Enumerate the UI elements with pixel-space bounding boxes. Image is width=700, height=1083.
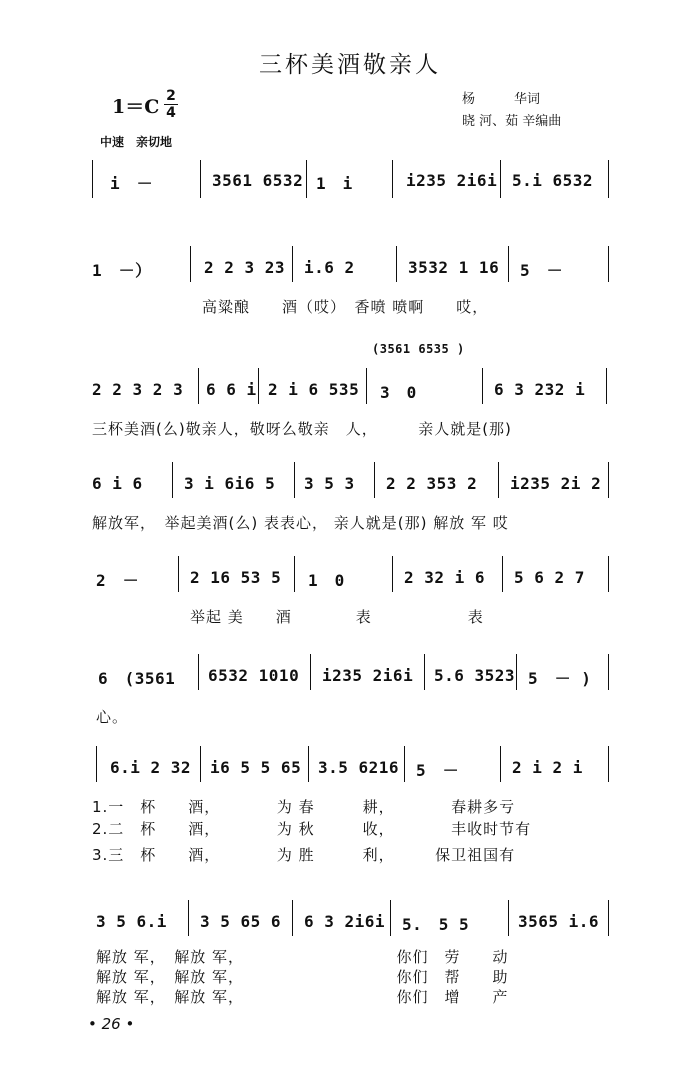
measure: 3 0 [380,383,417,402]
barline [294,556,295,592]
measure: 6 3 2i6i [304,912,386,931]
measure: 6 3 232 i [494,380,586,399]
measure: 2 i 6 535 [268,380,360,399]
barline [500,160,501,198]
verse-3-lyrics: 解放 军， 解放 军， 你们 增 产 [96,988,509,1006]
measure: 2 2 353 2 [386,474,478,493]
barline [502,556,503,592]
barline [390,900,391,936]
measure: 5 － [520,261,564,280]
barline [508,900,509,936]
barline [172,462,173,498]
barline [404,746,405,782]
barline [608,900,609,936]
verse-1-lyrics: 1.一 杯 酒， 为 春 耕， 春耕多亏 [92,798,516,816]
barline [424,654,425,690]
barline [190,246,191,282]
measure: i.6 2 [304,258,355,277]
measure: 2 － [96,571,140,590]
barline [200,160,201,198]
measure: 2 i 2 i [512,758,583,777]
time-signature-bottom: 4 [164,104,178,121]
composer-credit: 晓 河、茹 辛编曲 [462,114,562,129]
lyrics-line: 解放军， 举起美酒(么) 表表心， 亲人就是(那) 解放 军 哎 [92,514,509,532]
measure: 6 i 6 [92,474,143,493]
measure: 2 2 3 23 [204,258,286,277]
barline [292,900,293,936]
barline [292,246,293,282]
repeat-barline [96,746,97,782]
measure: i － [110,174,154,193]
barline [498,462,499,498]
barline [198,654,199,690]
measure: 6.i 2 32 [110,758,192,777]
measure: i235 2i 2 [510,474,602,493]
barline [258,368,259,404]
verse-2-lyrics: 2.二 杯 酒， 为 秋 收， 丰收时节有 [92,820,532,838]
measure: 3 5 3 [304,474,355,493]
barline [200,746,201,782]
verse-1-lyrics: 解放 军， 解放 军， 你们 劳 动 [96,948,509,966]
measure: 5 6 2 7 [514,568,585,587]
barline [92,160,93,198]
measure: 3 i 6i6 5 [184,474,276,493]
verse-2-lyrics: 解放 军， 解放 军， 你们 帮 助 [96,968,509,986]
measure: 5. 5 5 [402,915,470,934]
lyrics-line: 心。 [96,708,129,726]
lyrics-line: 高粱酿 酒（哎） 香喷 喷啊 哎， [202,298,489,316]
page-number: • 26 • [88,1015,135,1033]
barline [500,746,501,782]
lyricist-credit: 杨 华词 [462,92,541,107]
barline [308,746,309,782]
tempo-marking: 中速 亲切地 [100,135,173,149]
lyrics-line: 三杯美酒(么)敬亲人，敬呀么敬亲 人， 亲人就是(那) [92,420,512,438]
barline [396,246,397,282]
barline [366,368,367,404]
key-signature: 1＝C [112,96,160,118]
barline [608,246,609,282]
measure: 5 － ) [528,669,592,688]
measure: 3.5 6216 [318,758,400,777]
measure: i235 2i6i [406,171,498,190]
measure: 3532 1 16 [408,258,500,277]
barline [608,160,609,198]
barline [608,746,609,782]
measure: 2 32 i 6 [404,568,486,587]
barline [516,654,517,690]
verse-3-lyrics: 3.三 杯 酒， 为 胜 利， 保卫祖国有 [92,846,516,864]
barline [606,368,607,404]
measure: 6532 1010 [208,666,300,685]
barline [294,462,295,498]
barline [198,368,199,404]
song-title: 三杯美酒敬亲人 [259,52,441,78]
measure: 1 －） [92,261,152,280]
lyrics-line: 举起 美 酒 表 表 [190,608,484,626]
time-signature-top: 2 [166,88,176,104]
measure: 6 6 i [206,380,257,399]
time-signature [164,88,178,121]
barline [392,160,393,198]
measure: 1 i [316,174,353,193]
measure: 1 0 [308,571,345,590]
barline [508,246,509,282]
measure: i6 5 5 65 [210,758,302,777]
barline [178,556,179,592]
barline [310,654,311,690]
barline [306,160,307,198]
barline [374,462,375,498]
measure: 5.6 3523 [434,666,516,685]
barline [608,462,609,498]
measure: i235 2i6i [322,666,414,685]
barline [188,900,189,936]
measure: 6 (3561 [98,669,176,688]
measure: 3561 6532 [212,171,304,190]
measure: 3 5 65 6 [200,912,282,931]
measure: 5.i 6532 [512,171,594,190]
barline [392,556,393,592]
measure: 3565 i.6 [518,912,600,931]
barline [608,654,609,690]
measure: 5 － [416,761,460,780]
barline [482,368,483,404]
measure: 2 2 3 2 3 [92,380,184,399]
measure: 3 5 6.i [96,912,167,931]
parenthetical-notes: (3561 6535 ) [372,342,465,356]
measure: 2 16 53 5 [190,568,282,587]
barline [608,556,609,592]
